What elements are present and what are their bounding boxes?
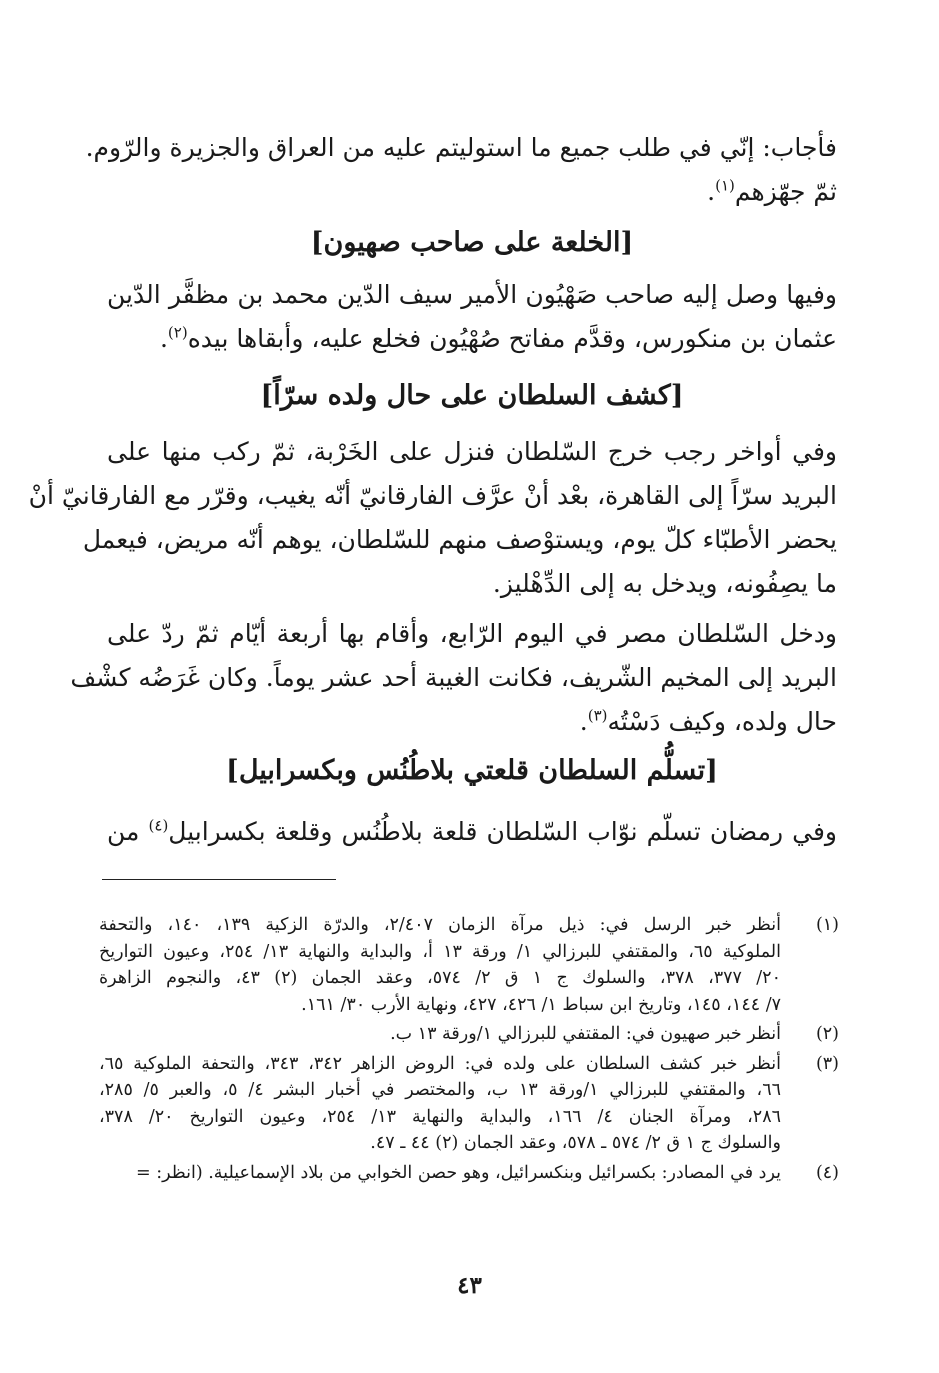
- footnote: [99, 912, 839, 1018]
- footnote-number: (٢): [815, 1024, 839, 1044]
- text-line: [107, 170, 837, 214]
- text-line: وفيها وصل إليه صاحب صَهْيُون الأمير سيف الدّين محمد بن مظفَّر الدّين: [107, 280, 837, 309]
- text-line: [107, 700, 837, 744]
- footnote-divider: [102, 879, 336, 880]
- text-line-part: وفي رمضان تسلّم نوّاب السّلطان قلعة بلاطُنُس وقلعة بكسرابيل: [168, 817, 837, 846]
- footnote-line: أنظر خبر كشف السلطان على ولده في: الروض الزاهر ٣٤٢، ٣٤٣، والتحفة الملوكية ٦٥،: [99, 1053, 781, 1074]
- footnote: [99, 1160, 839, 1187]
- page-number: ٤٣: [457, 1272, 482, 1299]
- footnote-line: ٢٠/ ٣٧٧، ٣٧٨، والسلوك ج ١ ق ٢/ ٥٧٤، وعقد الجمان (٢) ٤٣، والنجوم الزاهرة: [99, 968, 781, 988]
- footnote-line: ٦٦، والمقتفي للبرزالي ١/ورقة ١٣ ب، والمختصر في أخبار البشر ٤/ ٥، والعبر ٥/ ٢٨٥،: [99, 1080, 781, 1100]
- text-line: وفي أواخر رجب خرج السّلطان فنزل على الخَرْبة، ثمّ ركب منها على: [107, 437, 837, 466]
- text-line: [107, 810, 837, 854]
- line-tail: .: [707, 177, 716, 206]
- text-line: ما يصِفُونه، ويدخل به إلى الدِّهْليز.: [492, 569, 837, 598]
- footnote-line: أنظر خبر الرسل في: ذيل مرآة الزمان ٢/٤٠٧، والدرّة الزكية ١٣٩، ١٤٠، والتحفة: [99, 915, 782, 935]
- footnote-line: يرد في المصادر: بكسرائيل وبنكسرائيل، وهو حصن الخوابي من بلاد الإسماعيلية. (انظر: =: [135, 1162, 781, 1183]
- text-line-part: عثمان بن منكورس، وقدَّم مفاتح صُهْيُون فخلع عليه، وأبقاها بيده: [187, 324, 837, 353]
- text-line-part: حال ولده، وكيف دَسْتُه: [607, 707, 837, 736]
- text-line-part: من: [107, 817, 149, 846]
- text-line: البريد سرّاً إلى القاهرة، بعْد أنْ عرَّف الفارقانيّ أنّه يغيب، وقرّر مع الفارقانيّ أنْ: [28, 481, 837, 510]
- footnotes: [99, 912, 839, 1189]
- text-line: ودخل السّلطان مصر في اليوم الرّابع، وأقام بها أربعة أيّام ثمّ ردّ على: [107, 619, 837, 648]
- footnote-line: الملوكية ٦٥، والمقتفي للبرزالي ١/ ورقة ١٣ أ، والبداية والنهاية ١٣/ ٢٥٤، وعيون التواريخ: [99, 941, 781, 962]
- footnote-number: (١): [815, 915, 839, 935]
- footnote-number: (٤): [815, 1162, 839, 1183]
- paragraph-4: [70, 612, 837, 744]
- text-line: [107, 317, 837, 361]
- footnote-number: (٣): [815, 1053, 839, 1074]
- line-tail: .: [159, 324, 168, 353]
- text-line-part: ثمّ جهّزهم: [734, 177, 837, 206]
- footnote-ref[interactable]: (١): [715, 176, 735, 195]
- paragraph-1: [85, 126, 837, 214]
- footnote-line: والسلوك ج ١ ق ٢/ ٥٧٤ ـ ٥٧٨، وعقد الجمان (٢) ٤٤ ـ ٤٧.: [370, 1133, 781, 1153]
- footnote-ref[interactable]: (٢): [167, 323, 188, 342]
- footnote-line: ٧/ ١٤٤، ١٤٥، وتاريخ ابن سباط ١/ ٤٢٦، ٤٢٧، ونهاية الأرب ٣٠/ ١٦١.: [301, 994, 781, 1015]
- footnote: [99, 1021, 839, 1048]
- text-line: يحضر الأطبّاء كلّ يوم، ويستوْصف منهم للسّلطان، يوهم أنّه مريض، فيعمل: [82, 525, 837, 554]
- paragraph-5: [107, 810, 837, 854]
- text-line: البريد إلى المخيم الشّريف، فكانت الغيبة أحد عشر يوماً. وكان غَرَضُه كشْف: [70, 663, 837, 692]
- footnote-line: أنظر خبر صهيون في: المقتفي للبرزالي ١/ورقة ١٣ ب.: [390, 1024, 781, 1044]
- footnote-ref[interactable]: (٤): [148, 816, 169, 835]
- paragraph-3: [28, 430, 837, 606]
- section-heading: [الخلعة على صاحب صهيون]: [310, 227, 634, 258]
- paragraph-2: [107, 273, 837, 361]
- footnote-ref[interactable]: (٣): [587, 706, 608, 725]
- text-line: فأجاب: إنّي في طلب جميع ما استوليتم عليه من العراق والجزيرة والرّوم.: [85, 133, 837, 162]
- line-tail: .: [579, 707, 588, 736]
- section-heading: [تسلُّم السلطان قلعتي بلاطُنُس وبكسرابيل]: [226, 755, 718, 786]
- section-heading: [كشف السلطان على حال ولده سرّاً]: [260, 380, 684, 411]
- footnote: [99, 1051, 839, 1157]
- footnote-line: ٢٨٦، ومرآة الجنان ٤/ ١٦٦، والبداية والنهاية ١٣/ ٢٥٤، وعيون التواريخ ٢٠/ ٣٧٨،: [99, 1106, 781, 1127]
